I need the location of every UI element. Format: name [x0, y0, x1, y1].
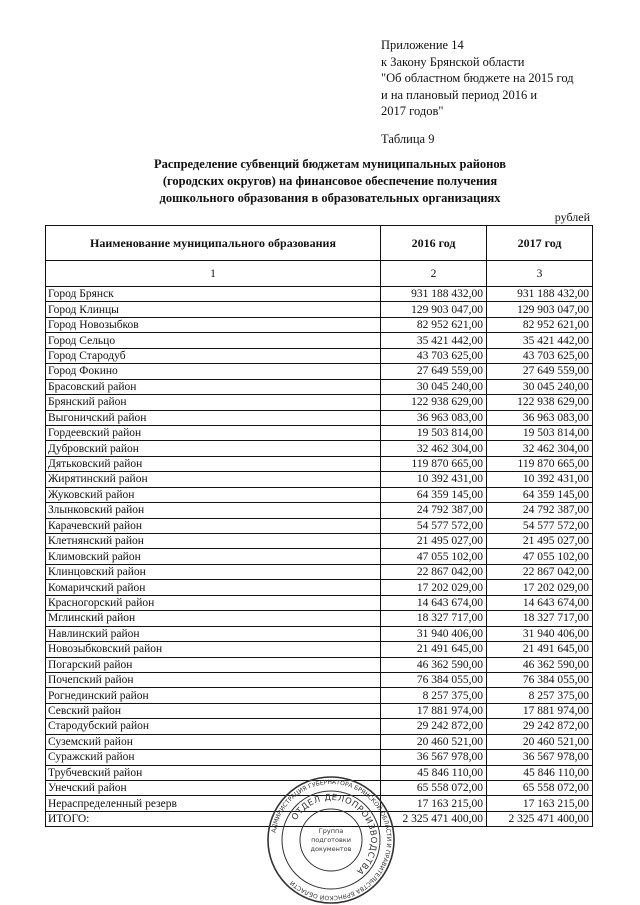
row-value-2016: 64 359 145,00	[381, 487, 487, 502]
appendix-line: "Об областном бюджете на 2015 год	[381, 71, 574, 85]
row-value-2016: 10 392 431,00	[381, 472, 487, 487]
row-name: Город Стародуб	[46, 348, 381, 363]
row-name: Город Брянск	[46, 287, 381, 302]
title-line: дошкольного образования в образовательных организациях	[159, 191, 501, 205]
row-name: Жуковский район	[46, 487, 381, 502]
row-name: Город Новозыбков	[46, 317, 381, 332]
table-row	[46, 364, 593, 379]
table-row	[46, 302, 593, 317]
appendix-line: к Закону Брянской области	[381, 54, 525, 69]
row-value-2016: 129 903 047,00	[381, 302, 487, 317]
row-value-2017: 46 362 590,00	[487, 657, 593, 672]
row-value-2017: 21 491 645,00	[487, 642, 593, 657]
row-value-2016: 47 055 102,00	[381, 549, 487, 564]
row-value-2017: 17 881 974,00	[487, 703, 593, 718]
official-stamp	[266, 775, 396, 905]
table-row	[46, 750, 593, 765]
row-value-2017: 36 567 978,00	[487, 750, 593, 765]
table-row	[46, 518, 593, 533]
row-value-2017: 31 940 406,00	[487, 626, 593, 641]
row-value-2017: 36 963 083,00	[487, 410, 593, 425]
row-name: Трубчевский район	[46, 765, 381, 780]
row-value-2016: 32 462 304,00	[381, 441, 487, 456]
column-header-2016: 2016 год	[381, 226, 487, 261]
row-value-2016: 21 495 027,00	[381, 534, 487, 549]
row-value-2016: 35 421 442,00	[381, 333, 487, 348]
column-header-name: Наименование муниципального образования	[46, 226, 381, 261]
table-row	[46, 333, 593, 348]
row-value-2017: 8 257 375,00	[487, 688, 593, 703]
row-value-2016: 119 870 665,00	[381, 456, 487, 471]
row-name: Комаричский район	[46, 580, 381, 595]
row-value-2017: 47 055 102,00	[487, 549, 593, 564]
row-value-2016: 931 188 432,00	[381, 287, 487, 302]
table-row	[46, 503, 593, 518]
row-value-2017: 29 242 872,00	[487, 719, 593, 734]
row-value-2017: 30 045 240,00	[487, 379, 593, 394]
column-number: 2	[381, 261, 487, 287]
row-name: Мглинский район	[46, 611, 381, 626]
row-value-2016: 43 703 625,00	[381, 348, 487, 363]
units-label: рублей	[554, 210, 590, 224]
row-name: Клинцовский район	[46, 564, 381, 579]
table-row	[46, 672, 593, 687]
row-value-2016: 18 327 717,00	[381, 611, 487, 626]
row-value-2017: 21 495 027,00	[487, 534, 593, 549]
appendix-line: 2017 годов"	[381, 104, 444, 118]
row-name: Суземский район	[46, 734, 381, 749]
table-row	[46, 287, 593, 302]
stamp-dept-text: ОТДЕЛ ДЕЛОПРОИЗВОДСТВА	[290, 792, 379, 877]
row-name: Новозыбковский район	[46, 642, 381, 657]
row-name: Клетнянский район	[46, 534, 381, 549]
row-name: Почепский район	[46, 672, 381, 687]
row-value-2016: 8 257 375,00	[381, 688, 487, 703]
row-value-2016: 27 649 559,00	[381, 364, 487, 379]
row-value-2016: 29 242 872,00	[381, 719, 487, 734]
table-row	[46, 611, 593, 626]
title-line: Распределение субвенций бюджетам муниципальных районов	[153, 157, 507, 171]
row-value-2017: 43 703 625,00	[487, 348, 593, 363]
row-name: Суражский район	[46, 750, 381, 765]
row-name: Гордеевский район	[46, 425, 381, 440]
row-name: Дятьковский район	[46, 456, 381, 471]
table-row	[46, 642, 593, 657]
row-value-2016: 2 325 471 400,00	[381, 811, 487, 826]
row-value-2017: 27 649 559,00	[487, 364, 593, 379]
row-value-2016: 17 881 974,00	[381, 703, 487, 718]
row-value-2017: 76 384 055,00	[487, 672, 593, 687]
row-value-2017: 18 327 717,00	[487, 611, 593, 626]
row-name: Город Клинцы	[46, 302, 381, 317]
table-row	[46, 379, 593, 394]
row-name: Жирятинский район	[46, 472, 381, 487]
table-row	[46, 703, 593, 718]
row-value-2016: 36 963 083,00	[381, 410, 487, 425]
row-name: Город Фокино	[46, 364, 381, 379]
row-value-2016: 30 045 240,00	[381, 379, 487, 394]
column-number: 1	[46, 261, 381, 287]
row-value-2017: 14 643 674,00	[487, 595, 593, 610]
row-name: Брянский район	[46, 395, 381, 410]
row-name: ИТОГО:	[46, 811, 381, 826]
row-value-2016: 46 362 590,00	[381, 657, 487, 672]
stamp-ring-text: АДМИНИСТРАЦИЯ ГУБЕРНАТОРА БРЯНСКОЙ ОБЛАСТИ И ПРАВИТЕЛЬСТВА БРЯНСКОЙ ОБЛАСТИ	[270, 778, 393, 902]
row-value-2017: 122 938 629,00	[487, 395, 593, 410]
row-value-2017: 54 577 572,00	[487, 518, 593, 533]
row-name: Красногорский район	[46, 595, 381, 610]
row-name: Унечский район	[46, 781, 381, 796]
row-value-2016: 14 643 674,00	[381, 595, 487, 610]
document-title	[60, 156, 600, 207]
row-value-2017: 65 558 072,00	[487, 781, 593, 796]
table-row	[46, 410, 593, 425]
row-value-2017: 2 325 471 400,00	[487, 811, 593, 826]
row-name: Город Сельцо	[46, 333, 381, 348]
row-name: Выгоничский район	[46, 410, 381, 425]
row-value-2017: 82 952 621,00	[487, 317, 593, 332]
row-value-2017: 64 359 145,00	[487, 487, 593, 502]
table-row	[46, 549, 593, 564]
row-value-2017: 10 392 431,00	[487, 472, 593, 487]
table-row	[46, 688, 593, 703]
row-value-2017: 22 867 042,00	[487, 564, 593, 579]
table-row	[46, 487, 593, 502]
stamp-center-line: Группа	[318, 827, 344, 835]
row-name: Карачевский район	[46, 518, 381, 533]
row-value-2016: 21 491 645,00	[381, 642, 487, 657]
table-row	[46, 472, 593, 487]
row-value-2016: 65 558 072,00	[381, 781, 487, 796]
row-value-2016: 54 577 572,00	[381, 518, 487, 533]
row-value-2016: 122 938 629,00	[381, 395, 487, 410]
table-row	[46, 734, 593, 749]
subsidy-table	[45, 225, 593, 827]
row-value-2017: 129 903 047,00	[487, 302, 593, 317]
table-row	[46, 580, 593, 595]
row-value-2017: 24 792 387,00	[487, 503, 593, 518]
table-row	[46, 348, 593, 363]
table-row	[46, 534, 593, 549]
column-header-2017: 2017 год	[487, 226, 593, 261]
row-name: Рогнединский район	[46, 688, 381, 703]
row-value-2017: 17 163 215,00	[487, 796, 593, 811]
stamp-center-line: подготовки	[311, 836, 351, 844]
table-row	[46, 657, 593, 672]
row-value-2017: 119 870 665,00	[487, 456, 593, 471]
table-row	[46, 595, 593, 610]
row-value-2016: 76 384 055,00	[381, 672, 487, 687]
row-name: Навлинский район	[46, 626, 381, 641]
row-value-2016: 17 163 215,00	[381, 796, 487, 811]
row-name: Погарский район	[46, 657, 381, 672]
appendix-line: Приложение 14	[381, 38, 464, 52]
row-value-2017: 35 421 442,00	[487, 333, 593, 348]
title-line: (городских округов) на финансовое обеспечение получения	[162, 174, 498, 188]
row-name: Злынковский район	[46, 503, 381, 518]
table-header-row	[46, 226, 593, 261]
row-value-2016: 17 202 029,00	[381, 580, 487, 595]
row-value-2016: 24 792 387,00	[381, 503, 487, 518]
row-name: Нераспределенный резерв	[46, 796, 381, 811]
row-value-2016: 20 460 521,00	[381, 734, 487, 749]
row-value-2016: 31 940 406,00	[381, 626, 487, 641]
row-value-2016: 82 952 621,00	[381, 317, 487, 332]
table-row	[46, 456, 593, 471]
row-name: Стародубский район	[46, 719, 381, 734]
row-value-2016: 36 567 978,00	[381, 750, 487, 765]
table-row	[46, 441, 593, 456]
row-value-2017: 45 846 110,00	[487, 765, 593, 780]
appendix-header	[381, 37, 631, 147]
table-row	[46, 719, 593, 734]
column-number-row	[46, 261, 593, 287]
table-row	[46, 425, 593, 440]
table-row	[46, 564, 593, 579]
table-row	[46, 317, 593, 332]
table-row	[46, 395, 593, 410]
row-value-2017: 19 503 814,00	[487, 425, 593, 440]
row-value-2017: 20 460 521,00	[487, 734, 593, 749]
row-value-2017: 32 462 304,00	[487, 441, 593, 456]
stamp-center-line: документов	[310, 845, 352, 853]
row-value-2016: 45 846 110,00	[381, 765, 487, 780]
column-number: 3	[487, 261, 593, 287]
row-name: Севский район	[46, 703, 381, 718]
row-value-2017: 17 202 029,00	[487, 580, 593, 595]
row-name: Дубровский район	[46, 441, 381, 456]
row-value-2016: 19 503 814,00	[381, 425, 487, 440]
appendix-line: и на плановый период 2016 и	[381, 87, 538, 102]
table-row	[46, 626, 593, 641]
row-value-2017: 931 188 432,00	[487, 287, 593, 302]
row-value-2016: 22 867 042,00	[381, 564, 487, 579]
table-label: Таблица 9	[381, 131, 435, 146]
row-name: Брасовский район	[46, 379, 381, 394]
row-name: Климовский район	[46, 549, 381, 564]
